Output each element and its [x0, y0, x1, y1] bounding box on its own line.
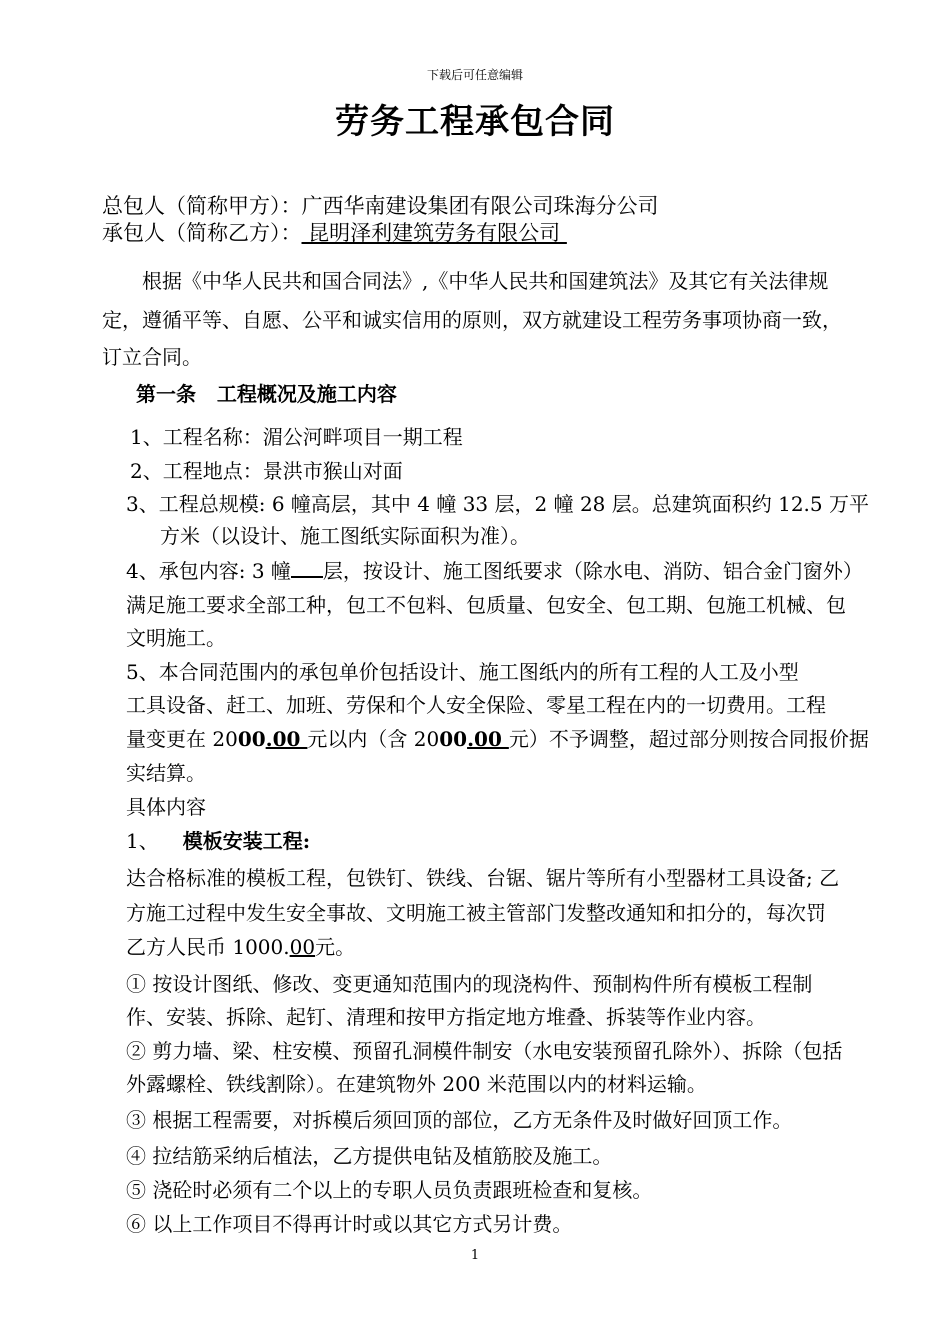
- amount-mid: 元以内（含 20: [307, 727, 440, 751]
- clause-5: ⑤ 浇砼时必须有二个以上的专职人员负责跟班检查和复核。: [126, 1178, 653, 1202]
- item4-line-3: 文明施工。: [126, 626, 226, 650]
- detail-label: 具体内容: [126, 795, 206, 819]
- clause-4: ④ 拉结筋采纳后植法，乙方提供电钻及植筋胶及施工。: [126, 1144, 613, 1168]
- amount-suffix: 元）不予调整，超过部分则按合同报价据: [508, 727, 869, 751]
- party-a-line: [102, 190, 659, 220]
- clause-2-line-1: ② 剪力墙、梁、柱安模、预留孔洞模件制安（水电安装预留孔除外）、拆除（包括: [126, 1039, 843, 1063]
- clause-2-line-2: 外露螺栓、铁线割除）。在建筑物外 200 米范围以内的材料运输。: [126, 1072, 707, 1096]
- sub1-line-1: 达合格标准的模板工程，包铁钉、铁线、台锯、锯片等所有小型器材工具设备; 乙: [126, 866, 840, 890]
- penalty-decimal: 00: [289, 935, 316, 959]
- page-title: 劳务工程承包合同: [335, 102, 615, 142]
- clause-1-line-1: ① 按设计图纸、修改、变更通知范围内的现浇构件、预制构件所有模板工程制: [126, 972, 813, 996]
- article1-heading: 第一条 工程概况及施工内容: [136, 382, 397, 406]
- clause-3: ③ 根据工程需要，对拆模后须回顶的部位，乙方无条件及时做好回顶工作。: [126, 1108, 793, 1132]
- amount-bold-1: 00: [237, 727, 266, 751]
- item3-scale-line-2: 方米（以设计、施工图纸实际面积为准）。: [160, 524, 530, 548]
- sub1-line-3: [126, 931, 355, 960]
- clause-1-line-2: 作、安装、拆除、起钉、清理和按甲方指定地方堆叠、拆装等作业内容。: [126, 1005, 766, 1029]
- party-a-label: 总包人（简称甲方）：: [102, 194, 302, 218]
- party-b-name: 昆明泽利建筑劳务有限公司: [301, 221, 567, 245]
- party-a-name: 广西华南建设集团有限公司珠海分公司: [301, 194, 659, 218]
- item4-line-1: [126, 555, 863, 584]
- item4-line-2: 满足施工要求全部工种，包工不包料、包质量、包安全、包工期、包施工机械、包: [126, 593, 846, 617]
- intro-line-2: 定，遵循平等、自愿、公平和诚实信用的原则，双方就建设工程劳务事项协商一致，: [102, 308, 842, 332]
- intro-line-3: 订立合同。: [102, 345, 202, 369]
- amount-prefix: 量变更在 20: [126, 727, 238, 751]
- page-header-note: 下载后可任意编辑: [426, 68, 523, 82]
- item5-line-1: 5、本合同范围内的承包单价包括设计、施工图纸内的所有工程的人工及小型: [126, 660, 799, 684]
- clause-6: ⑥ 以上工作项目不得再计时或以其它方式另计费。: [126, 1212, 573, 1236]
- item2-project-location: 2、工程地点：景洪市猴山对面: [130, 459, 403, 483]
- item5-line-3: [126, 723, 869, 752]
- item3-scale-line-1: 3、工程总规模: 6 幢高层，其中 4 幢 33 层，2 幢 28 层。总建筑面积约 12.5 万平: [126, 492, 869, 516]
- item1-project-name: 1、工程名称：湄公河畔项目一期工程: [130, 425, 463, 449]
- floor-count-blank: [291, 558, 323, 578]
- item4-prefix: 4、承包内容: 3 幢: [126, 559, 291, 583]
- amount-decimal-1: .00: [265, 727, 308, 751]
- penalty-prefix: 乙方人民币 1000.: [126, 935, 290, 959]
- amount-decimal-2: .00: [467, 727, 509, 751]
- penalty-suffix: 元。: [315, 935, 356, 959]
- item4-suffix: 层，按设计、施工图纸要求（除水电、消防、铝合金门窗外）: [322, 559, 863, 583]
- intro-line-1: 根据《中华人民共和国合同法》,《中华人民共和国建筑法》及其它有关法律规: [142, 269, 829, 293]
- party-b-label: 承包人（简称乙方）：: [102, 221, 302, 245]
- item5-line-2: 工具设备、赶工、加班、劳保和个人安全保险、零星工程在内的一切费用。工程: [126, 693, 826, 717]
- sub1-number: 1、: [126, 829, 159, 853]
- party-b-line: [102, 217, 567, 247]
- page-number: 1: [470, 1248, 480, 1263]
- sub1-heading: [126, 825, 310, 854]
- sub1-title: 模板安装工程:: [182, 829, 311, 853]
- item5-line-4: 实结算。: [126, 761, 206, 785]
- sub1-line-2: 方施工过程中发生安全事故、文明施工被主管部门发整改通知和扣分的，每次罚: [126, 901, 826, 925]
- amount-bold-2: 00: [439, 727, 468, 751]
